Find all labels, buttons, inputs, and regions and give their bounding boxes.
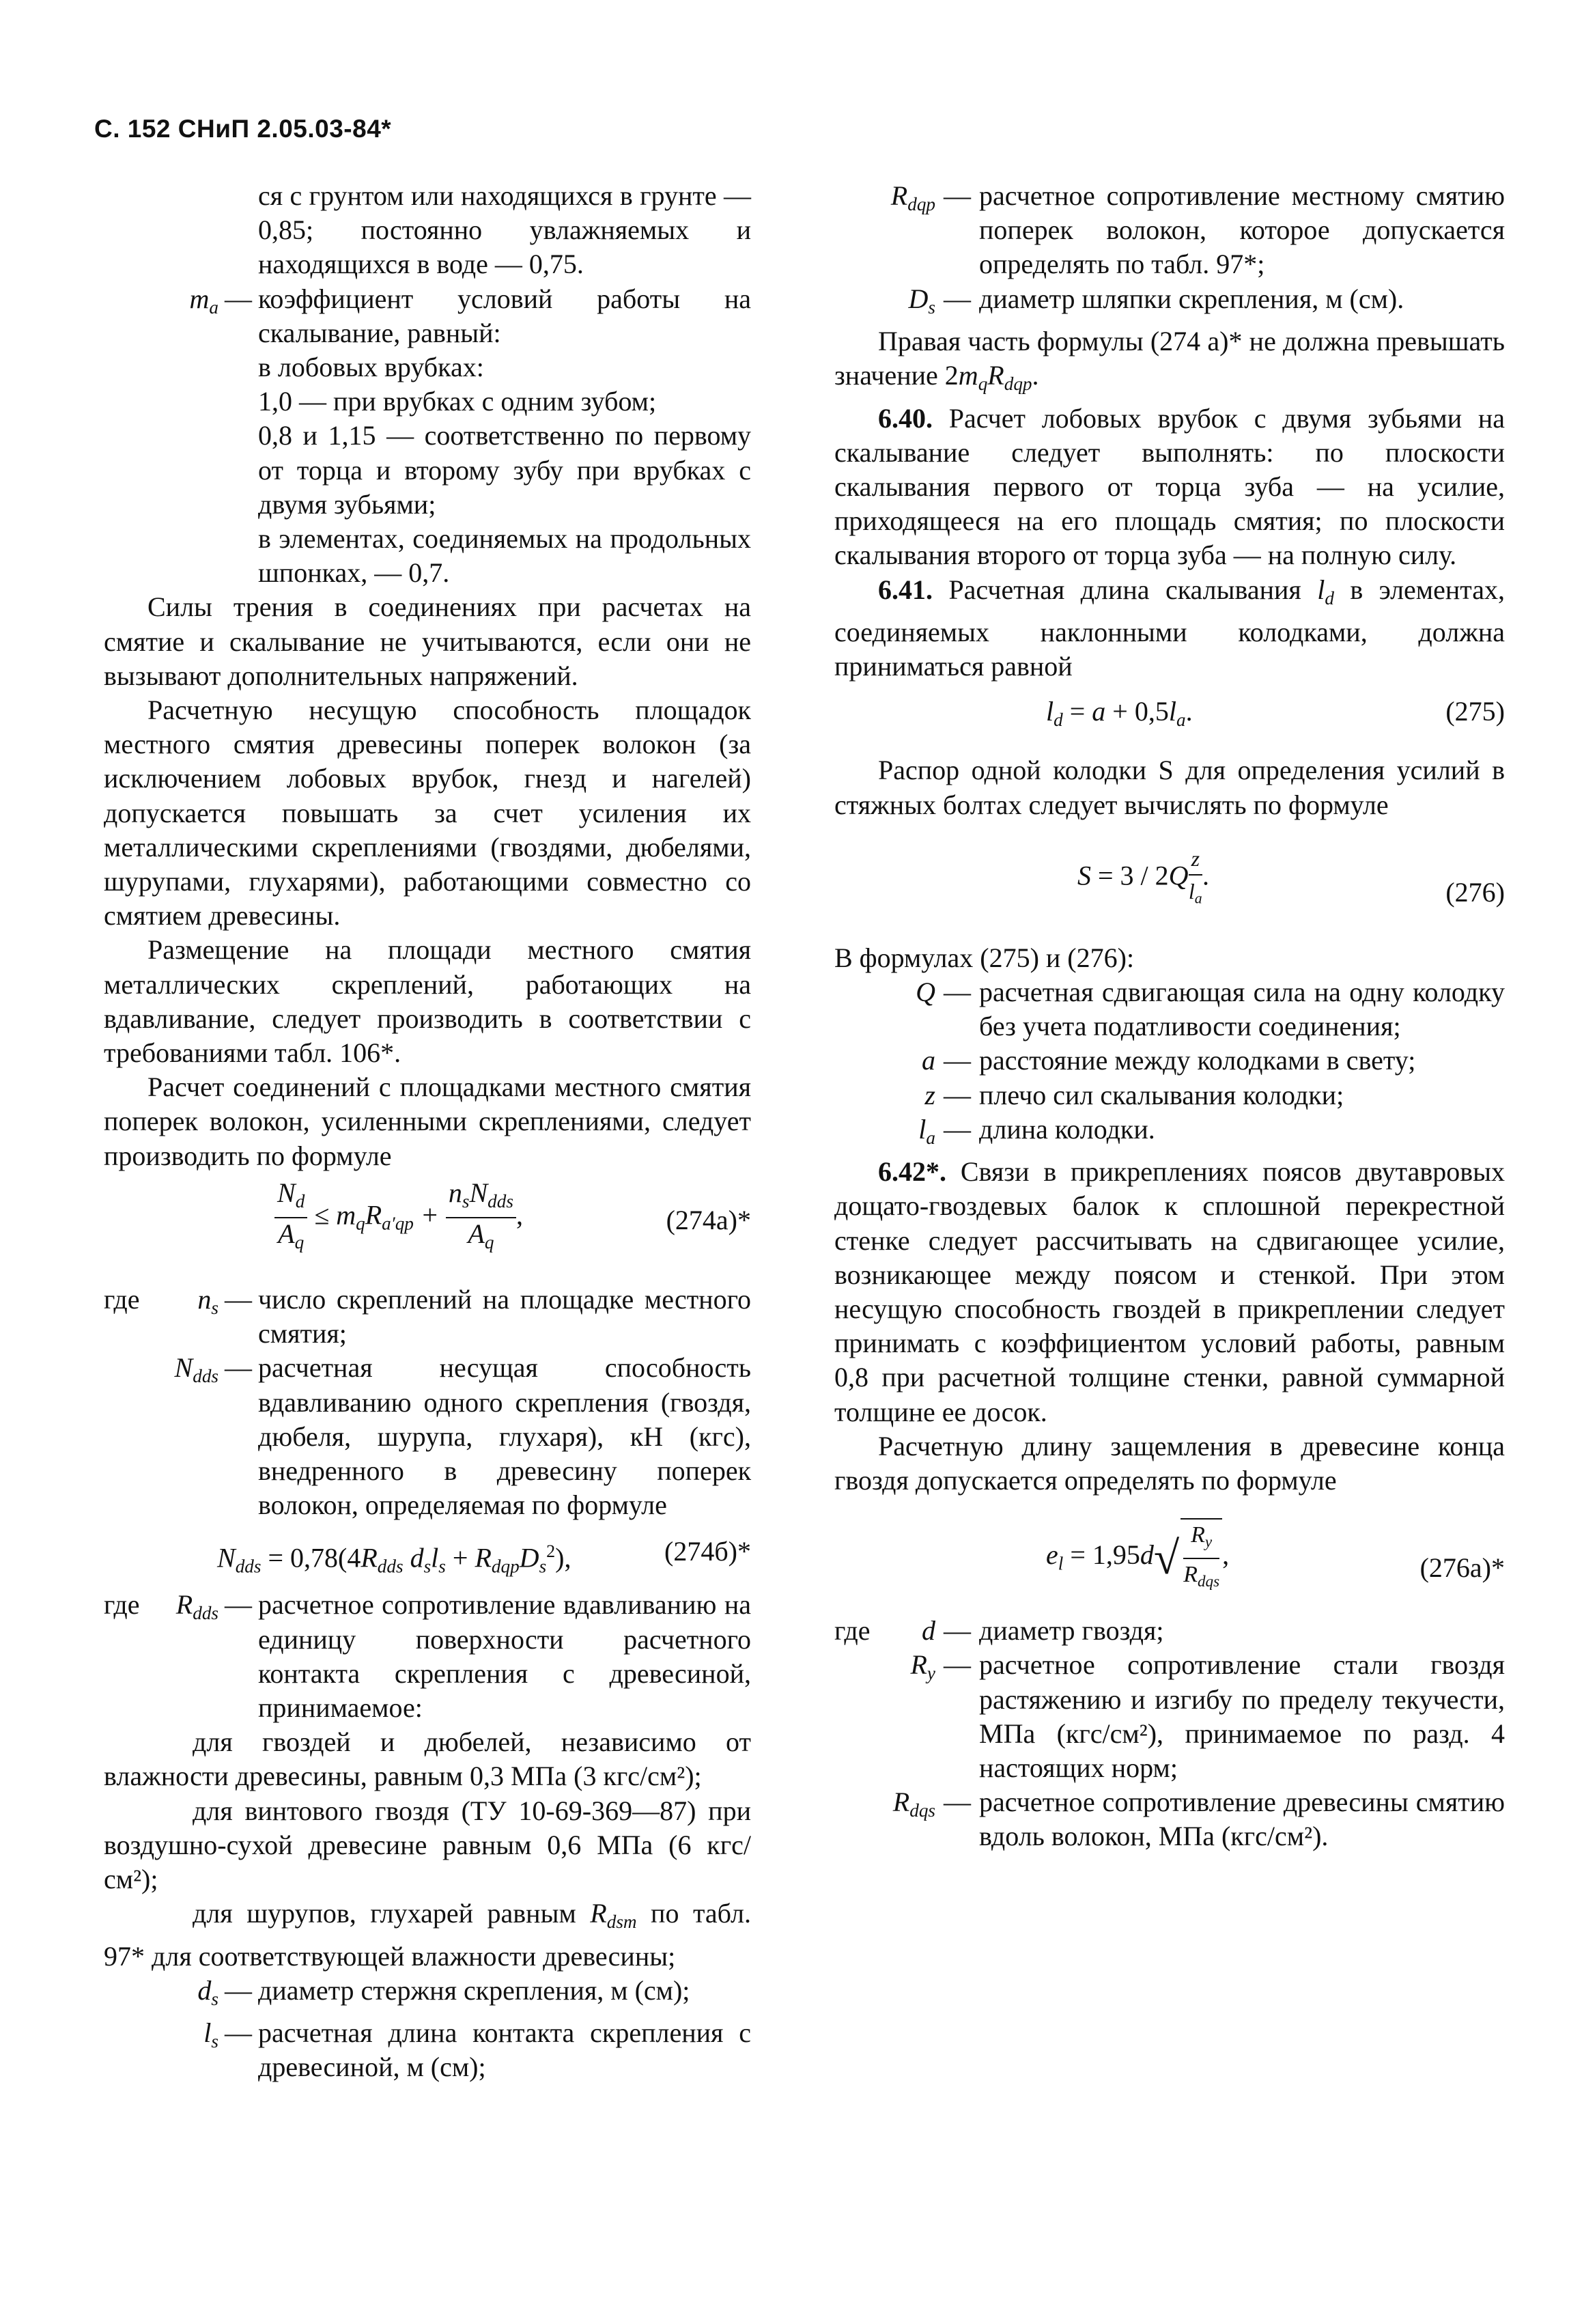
- formula-number: (275): [1445, 696, 1505, 727]
- definition-la: $l_a$ — длина колодки.: [834, 1112, 1505, 1155]
- paragraph: Размещение на площади местного смятия металлических скреплений, работающих на вдавливание, следует производить в соответствии с требованиями табл. 106*.: [104, 934, 751, 1069]
- definition-ds: $d_s$ — диаметр стержня скрепления, м (см);: [104, 1974, 751, 2016]
- definition-d: где d — диаметр гвоздя;: [834, 1614, 1505, 1648]
- definition-text: расчетная несущая способность вдавливанию одного скрепления (гвоздя, дюбеля, шурупа, глухаря), кН (кгс), внедренного в древесину поперек волокон, определяемая по формуле: [258, 1352, 751, 1521]
- formula-274b: $N_{dds} = 0,78(4R_{dds}$ $d_sl_s + R_{dqp}D_s^2$), (274б)*: [217, 1536, 751, 1577]
- section-6-40: 6.40. Расчет лобовых врубок с двумя зубьями на скалывание следует выполнять: по плоскости скалывания первого от торца зуба — на усилие, приходящееся на его площадь смятия; по плоскости скалывания второго от торца зуба — на полную силу.: [834, 402, 1506, 571]
- left-column: [104, 179, 751, 2084]
- section-6-41: 6.41. Расчетная длина скалывания $l_d$ в элементах, соединяемых наклонными колодками, должна приниматься равной: [834, 574, 1505, 682]
- definition-text: диаметр шляпки скрепления, м (см).: [979, 283, 1404, 314]
- definition-text: расчетное сопротивление стали гвоздя растяжению и изгибу по пределу текучести, МПа (кгс/см²), принимаемое по разд. 4 настоящих норм;: [979, 1649, 1505, 1783]
- definition-text: расчетная длина контакта скрепления с древесиной, м (см);: [258, 2017, 751, 2083]
- list-item: в лобовых врубках:: [258, 352, 484, 383]
- definition-text: диаметр стержня скрепления, м (см);: [258, 1974, 690, 2006]
- symbol: $m_a$: [189, 283, 218, 318]
- definition-rdds: где $R_{dds}$ — расчетное сопротивление вдавливанию на единицу поверхности расчетного контакта скрепления с древесиной, принимаемое:: [104, 1588, 751, 1725]
- list-item: в элементах, соединяемых на продольных шпонках, — 0,7.: [258, 523, 751, 589]
- list-item: 0,8 и 1,15 — соответственно по первому от торца и второму зубу при врубках с двумя зубьями;: [258, 420, 751, 520]
- formula-274a: $\frac{N_d}{A_q}$ ≤ $m_qR_{a'qp}$ + $\frac{n_sN_{dds}}{A_q}$ , (274а)*: [104, 1173, 751, 1269]
- definition-text: расчетное сопротивление вдавливанию на единицу поверхности расчетного контакта скрепления с древесиной, принимаемое:: [258, 1589, 751, 1723]
- paragraph: Силы трения в соединениях при расчетах на смятие и скалывание не учитываются, если они не вызывают дополнительных напряжений.: [104, 591, 751, 691]
- definition-Rdqs: $R_{dqs}$ — расчетное сопротивление древесины смятию вдоль волокон, МПа (кгс/см²).: [834, 1785, 1505, 1853]
- paragraph: В формулах (275) и (276):: [834, 942, 1135, 973]
- formula-276a: $e_l = 1,95d√$ $\frac{R_y}{R_{dqs}}$ , (276а)*: [834, 1498, 1505, 1614]
- definition-text: расчетная сдвигающая сила на одну колодку без учета податливости соединения;: [979, 976, 1505, 1042]
- definition-text: коэффициент условий работы на скалывание, равный:: [258, 283, 751, 348]
- formula-number: (274а)*: [666, 1204, 751, 1235]
- formula-number: (276): [1445, 876, 1505, 908]
- section-6-42: 6.42*. Связи в прикреплениях поясов двутавровых дощато-гвоздевых балок к сплошной перекрестной стенке следует рассчитывать на сдвигающее усилие, возникающее между поясом и стенкой. При этом несущую способность гвоздей в прикреплении следует принимать с коэффициентом условий работы, равным 0,8 при расчетной толщине стенки, равной суммарной толщине ее досок.: [834, 1156, 1505, 1427]
- definition-a: a — расстояние между колодками в свету;: [834, 1044, 1505, 1078]
- definition-z: z — плечо сил скалывания колодки;: [834, 1078, 1505, 1112]
- definition-text: плечо сил скалывания колодки;: [979, 1079, 1344, 1110]
- definition-text: расстояние между колодками в свету;: [979, 1045, 1416, 1076]
- definition-Ry: $R_y$ — расчетное сопротивление стали гвоздя растяжению и изгибу по пределу текучести, МПа (кгс/см²), принимаемое по разд. 4 настоящих норм;: [834, 1648, 1505, 1785]
- list-item: 1,0 — при врубках с одним зубом;: [258, 386, 657, 417]
- right-column: [834, 179, 1505, 1854]
- definition-text: расчетное сопротивление местному смятию поперек волокон, которое допускается определять по табл. 97*;: [979, 180, 1505, 280]
- definition-text: число скреплений на площадке местного смятия;: [258, 1283, 751, 1349]
- definition-continuation: [104, 179, 751, 282]
- formula-275: $l_d = a + 0,5l_a$. (275): [1046, 696, 1505, 731]
- definition-rdqp: $R_{dqp}$ — расчетное сопротивление местному смятию поперек волокон, которое допускается определять по табл. 97*;: [834, 179, 1505, 282]
- definition-Q: Q — расчетная сдвигающая сила на одну колодку без учета податливости соединения;: [834, 975, 1505, 1044]
- definition-text: диаметр гвоздя;: [979, 1615, 1164, 1647]
- paragraph: ся с грунтом или находящихся в грунте — 0,85; постоянно увлажняемых и находящихся в воде — 0,75.: [258, 180, 751, 280]
- paragraph: Расчетную длину защемления в древесине конца гвоздя допускается определять по формуле: [834, 1430, 1505, 1496]
- paragraph: для гвоздей и дюбелей, независимо от влажности древесины, равным 0,3 МПа (3 кгс/см²);: [104, 1726, 751, 1792]
- paragraph: Расчет соединений с площадками местного смятия поперек волокон, усиленными скреплениями, следует производить по формуле: [104, 1072, 751, 1171]
- paragraph: Расчетную несущую способность площадок местного смятия древесины поперек волокон (за исключением лобовых врубок, гнезд и нагелей) допускается повышать за счет усиления их металлическими скреплениями (гвоздями, дюбелями, шурупами, глухарями), работающими совместно со смятием древесины.: [104, 695, 751, 932]
- paragraph: для шурупов, глухарей равным $R_{dsm}$ по табл. 97* для соответствующей влажности древесины;: [104, 1898, 752, 1972]
- formula-number: (274б)*: [664, 1536, 751, 1567]
- definition-Ds: $D_s$ — диаметр шляпки скрепления, м (см).: [834, 282, 1505, 324]
- paragraph: для винтового гвоздя (ТУ 10-69-369—87) при воздушно-сухой древесине равным 0,6 МПа (6 кгс/см²);: [104, 1795, 751, 1894]
- page-header: С. 152 СНиП 2.05.03-84*: [94, 115, 392, 143]
- formula-number: (276а)*: [1419, 1552, 1505, 1584]
- definition-ma: $m_a$ — коэффициент условий работы на скалывание, равный:: [104, 282, 751, 350]
- definition-text: расчетное сопротивление древесины смятию вдоль волокон, МПа (кгс/см²).: [979, 1787, 1505, 1852]
- formula-276: S = 3 / 2Q $\frac{z}{l_a}$ . (276): [834, 822, 1505, 938]
- paragraph: Распор одной колодки S для определения усилий в стяжных болтах следует вычислять по формуле: [834, 755, 1505, 820]
- paragraph: Правая часть формулы (274 а)* не должна превышать значение $2m_qR_{dqp}$.: [834, 325, 1505, 395]
- definition-ns: где $n_s$ — число скреплений на площадке местного смятия;: [104, 1283, 751, 1351]
- definition-ndds: $N_{dds}$ — расчетная несущая способность вдавливанию одного скрепления (гвоздя, дюбеля, шурупа, глухаря), кН (кгс), внедренного в древесину поперек волокон, определяемая по формуле: [104, 1351, 751, 1522]
- definition-ls: $l_s$ — расчетная длина контакта скрепления с древесиной, м (см);: [104, 2016, 751, 2084]
- definition-text: длина колодки.: [979, 1113, 1155, 1145]
